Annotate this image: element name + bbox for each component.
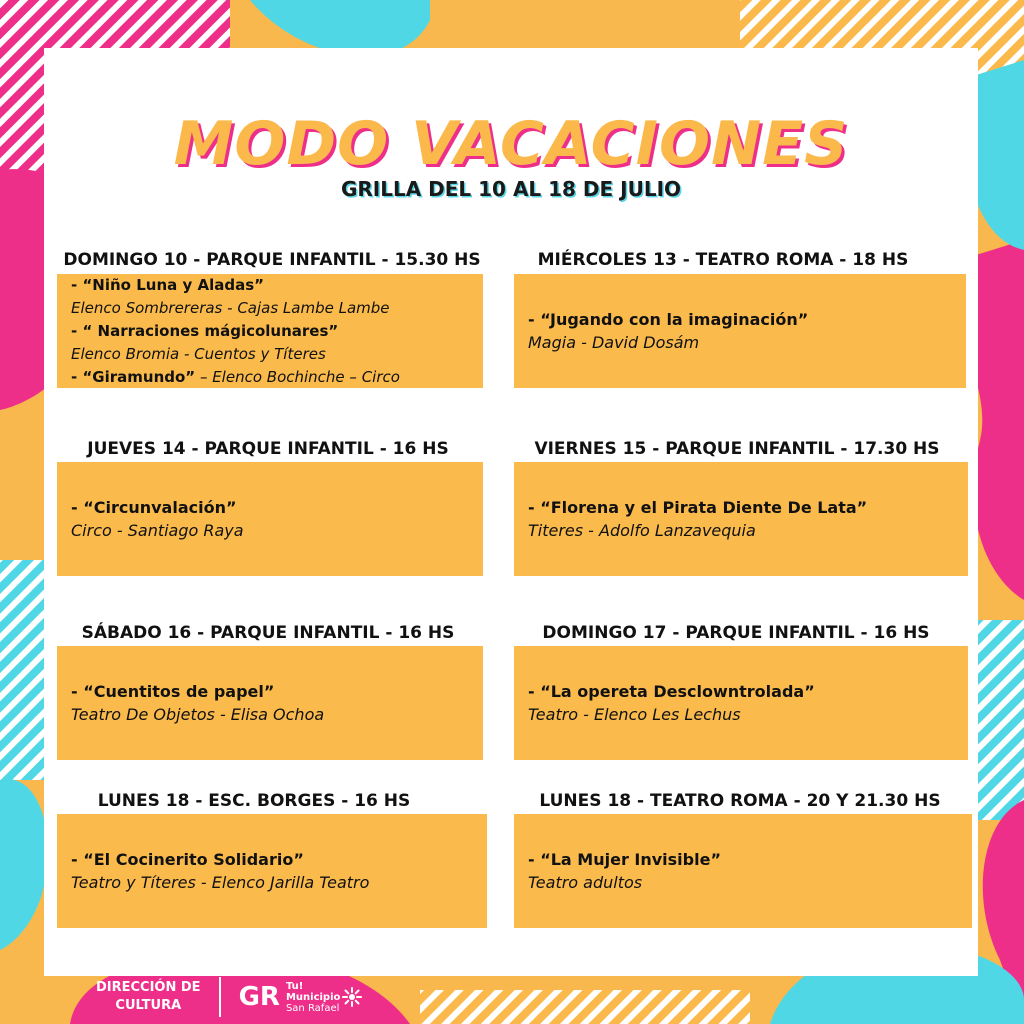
event-title: - “La Mujer Invisible” — [528, 850, 721, 869]
event-box — [57, 646, 483, 760]
event-credit: Elenco Bromia - Cuentos y Títeres — [71, 344, 326, 363]
event-credit: Circo - Santiago Raya — [71, 521, 244, 540]
logo-line-1: Tu! — [285, 980, 304, 992]
day-card-lunes-18-roma — [510, 789, 970, 813]
event-credit: Titeres - Adolfo Lanzavequia — [528, 521, 756, 540]
event-box — [514, 274, 966, 388]
event-title: - “Circunvalación” — [71, 498, 237, 517]
event-title: - “Giramundo” — [71, 367, 196, 386]
cultura-line: CULTURA — [115, 998, 182, 1013]
sun-flower-icon — [342, 987, 362, 1007]
logo-line-3: San Rafael — [285, 1002, 340, 1014]
page-subtitle: GRILLA DEL 10 AL 18 DE JULIO — [340, 177, 682, 201]
event-title: - “ Narraciones mágicolunares” — [71, 321, 339, 340]
event-credit: Teatro De Objetos - Elisa Ochoa — [71, 705, 325, 724]
day-card-miercoles-13 — [493, 248, 953, 272]
day-heading: VIERNES 15 - PARQUE INFANTIL - 17.30 HS — [534, 439, 940, 459]
municipio-logo — [239, 981, 363, 1014]
day-card-jueves-14 — [38, 437, 498, 461]
footer-logos — [96, 974, 362, 1020]
event-credit: – Elenco Bochinche – Circo — [195, 367, 400, 386]
event-box — [514, 646, 968, 760]
event-title: - “Jugando con la imaginación” — [528, 310, 809, 329]
day-card-sabado-16 — [38, 621, 498, 645]
day-heading: SÁBADO 16 - PARQUE INFANTIL - 16 HS — [81, 623, 455, 643]
event-title: - “El Cocinerito Solidario” — [71, 850, 304, 869]
event-credit: Teatro - Elenco Les Lechus — [528, 705, 741, 724]
event-credit: Magia - David Dosám — [528, 333, 700, 352]
day-card-viernes-15 — [507, 437, 967, 461]
event-box — [514, 814, 972, 928]
day-card-domingo-10 — [42, 248, 502, 272]
day-card-domingo-17 — [506, 621, 966, 645]
day-heading: LUNES 18 - ESC. BORGES - 16 HS — [97, 791, 411, 811]
event-credit: Elenco Sombrereras - Cajas Lambe Lambe — [71, 298, 390, 317]
event-box — [57, 462, 483, 576]
event-credit: Teatro y Títeres - Elenco Jarilla Teatro — [71, 873, 370, 892]
event-title: - “Niño Luna y Aladas” — [71, 275, 264, 294]
page-title: MODO VACACIONES — [173, 109, 849, 179]
event-box — [514, 462, 968, 576]
direccion-cultura-logo — [96, 979, 201, 1015]
day-card-lunes-18-borges — [24, 789, 484, 813]
day-heading: JUEVES 14 - PARQUE INFANTIL - 16 HS — [87, 439, 449, 459]
event-title: - “Cuentitos de papel” — [71, 682, 275, 701]
footer-divider — [219, 977, 221, 1017]
logo-line-2: Municipio — [285, 991, 341, 1003]
day-heading: DOMINGO 17 - PARQUE INFANTIL - 16 HS — [542, 623, 930, 643]
day-heading: MIÉRCOLES 13 - TEATRO ROMA - 18 HS — [537, 250, 909, 270]
day-heading: LUNES 18 - TEATRO ROMA - 20 Y 21.30 HS — [539, 791, 941, 811]
day-heading: DOMINGO 10 - PARQUE INFANTIL - 15.30 HS — [63, 250, 481, 270]
event-title: - “La opereta Desclowntrolada” — [528, 682, 815, 701]
direccion-line: DIRECCIÓN DE — [96, 980, 201, 995]
event-title: - “Florena y el Pirata Diente De Lata” — [528, 498, 868, 517]
municipio-mark: GR — [238, 982, 280, 1012]
event-credit: Teatro adultos — [528, 873, 643, 892]
municipio-text — [286, 981, 340, 1014]
event-box — [57, 814, 487, 928]
event-box — [57, 274, 483, 388]
